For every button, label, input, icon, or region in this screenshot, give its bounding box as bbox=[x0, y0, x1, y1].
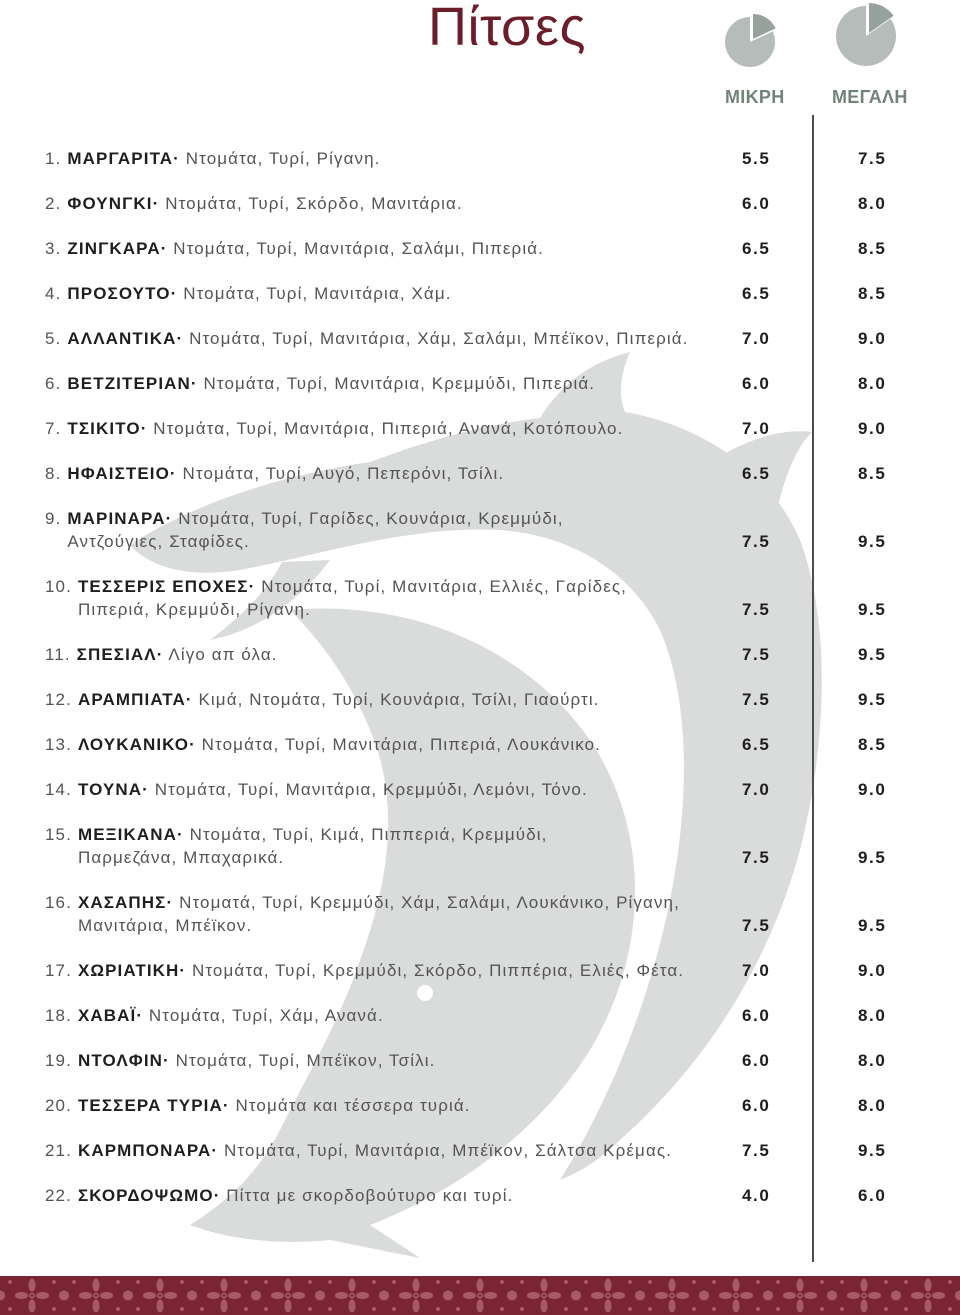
item-description: Ντομάτα, Τυρί, Μανιτάρια, Χάμ, Σαλάμι, Μπέϊκον, Πιπεριά. bbox=[189, 329, 689, 348]
item-description: Πίττα με σκορδοβούτυρο και τυρί. bbox=[226, 1186, 514, 1205]
item-text bbox=[78, 823, 548, 869]
large-pizza-icon bbox=[832, 0, 902, 72]
item-text bbox=[78, 733, 601, 756]
item-number: 5. bbox=[45, 329, 62, 348]
menu-item bbox=[45, 1004, 915, 1027]
small-price: 5.5 bbox=[742, 149, 771, 168]
item-number: 3. bbox=[45, 239, 62, 258]
menu-item bbox=[45, 1049, 915, 1072]
item-line bbox=[78, 891, 680, 914]
large-price: 8.0 bbox=[858, 1096, 887, 1115]
item-line bbox=[67, 327, 688, 350]
item-text bbox=[67, 327, 688, 350]
item-line bbox=[67, 417, 623, 440]
item-description: Ντομάτα, Τυρί, Αυγό, Πεπερόνι, Τσίλι. bbox=[182, 464, 505, 483]
item-description: Ντομάτα, Τυρί, Μανιτάρια, Χάμ. bbox=[183, 284, 452, 303]
menu-item bbox=[45, 237, 915, 260]
item-name: ΜΑΡΓΑΡΙΤΑ· bbox=[67, 149, 180, 168]
item-line bbox=[78, 914, 680, 937]
small-price: 6.0 bbox=[742, 1006, 771, 1025]
small-price: 6.0 bbox=[742, 1096, 771, 1115]
item-line bbox=[78, 959, 684, 982]
menu-item bbox=[45, 1184, 915, 1207]
large-price: 8.0 bbox=[858, 1051, 887, 1070]
item-number: 21. bbox=[45, 1141, 72, 1160]
item-line bbox=[78, 1094, 471, 1117]
item-line bbox=[78, 688, 600, 711]
item-description: Ντομάτα, Τυρί, Σκόρδο, Μανιτάρια. bbox=[165, 194, 463, 213]
item-description: Πιπεριά, Κρεμμύδι, Ρίγανη. bbox=[77, 600, 311, 619]
small-price: 6.5 bbox=[742, 464, 771, 483]
item-line bbox=[67, 282, 451, 305]
item-number: 19. bbox=[45, 1051, 72, 1070]
menu-item bbox=[45, 507, 915, 553]
item-number: 17. bbox=[45, 961, 72, 980]
small-price: 7.0 bbox=[742, 780, 771, 799]
large-price: 9.5 bbox=[858, 848, 887, 867]
item-description: Ντομάτα, Τυρί, Μανιτάρια, Μπέϊκον, Σάλτσα Κρέμας. bbox=[224, 1141, 672, 1160]
item-line bbox=[67, 530, 563, 553]
item-description: Παρμεζάνα, Μπαχαρικά. bbox=[77, 848, 285, 867]
small-price: 7.0 bbox=[742, 961, 771, 980]
small-price: 7.0 bbox=[742, 419, 771, 438]
small-price: 7.5 bbox=[742, 690, 771, 709]
item-text bbox=[78, 575, 627, 621]
item-number: 4. bbox=[45, 284, 62, 303]
item-name: ΛΟΥΚΑΝΙΚΟ· bbox=[77, 735, 196, 754]
item-line bbox=[67, 462, 504, 485]
large-price: 9.0 bbox=[858, 780, 887, 799]
menu-item bbox=[45, 823, 915, 869]
item-text bbox=[67, 237, 544, 260]
item-line bbox=[78, 778, 588, 801]
menu-item bbox=[45, 372, 915, 395]
menu-item bbox=[45, 1094, 915, 1117]
item-line bbox=[78, 1184, 513, 1207]
item-number: 15. bbox=[45, 825, 72, 844]
small-price: 7.5 bbox=[742, 532, 771, 551]
item-description: Ντοματά, Τυρί, Κρεμμύδι, Χάμ, Σαλάμι, Λουκάνικο, Ρίγανη, bbox=[179, 893, 680, 912]
item-number: 14. bbox=[45, 780, 72, 799]
item-description: Ντομάτα, Τυρί, Μπέϊκον, Τσίλι. bbox=[175, 1051, 436, 1070]
menu-item bbox=[45, 462, 915, 485]
item-description: Ντομάτα, Τυρί, Ρίγανη. bbox=[185, 149, 381, 168]
menu-item bbox=[45, 192, 915, 215]
item-description: Ντομάτα, Τυρί, Μανιτάρια, Κρεμμύδι, Λεμόνι, Τόνο. bbox=[154, 780, 588, 799]
large-price: 9.5 bbox=[858, 690, 887, 709]
item-description: Ντομάτα, Τυρί, Χάμ, Ανανά. bbox=[148, 1006, 384, 1025]
large-price: 8.0 bbox=[858, 1006, 887, 1025]
item-text bbox=[77, 643, 278, 666]
small-price: 6.0 bbox=[742, 194, 771, 213]
item-line bbox=[78, 846, 548, 869]
item-line bbox=[78, 575, 627, 598]
item-line bbox=[78, 733, 601, 756]
small-price: 6.5 bbox=[742, 239, 771, 258]
item-line bbox=[67, 237, 544, 260]
large-price: 8.5 bbox=[858, 735, 887, 754]
item-text bbox=[78, 959, 684, 982]
item-number: 22. bbox=[45, 1186, 72, 1205]
small-price: 7.0 bbox=[742, 329, 771, 348]
item-name: ΑΡΑΜΠΙΑΤΑ· bbox=[77, 690, 193, 709]
menu-item bbox=[45, 643, 915, 666]
item-line bbox=[67, 507, 563, 530]
item-description: Ντομάτα, Τυρί, Γαρίδες, Κουνάρια, Κρεμμύδι, bbox=[178, 509, 564, 528]
item-number: 1. bbox=[45, 149, 62, 168]
small-price: 6.0 bbox=[742, 374, 771, 393]
small-price: 7.5 bbox=[742, 916, 771, 935]
large-price: 9.0 bbox=[858, 419, 887, 438]
item-line bbox=[78, 598, 627, 621]
item-text bbox=[78, 1094, 471, 1117]
small-price: 6.5 bbox=[742, 735, 771, 754]
item-text bbox=[67, 147, 380, 170]
large-price: 8.5 bbox=[858, 284, 887, 303]
small-price: 6.0 bbox=[742, 1051, 771, 1070]
large-price: 6.0 bbox=[858, 1186, 887, 1205]
menu-item bbox=[45, 147, 915, 170]
border-motif-band bbox=[0, 1276, 960, 1315]
large-price: 9.0 bbox=[858, 329, 887, 348]
small-price: 7.5 bbox=[742, 848, 771, 867]
item-description: Μανιτάρια, Μπέϊκον. bbox=[77, 916, 253, 935]
large-price: 9.5 bbox=[858, 600, 887, 619]
item-name: ΚΑΡΜΠΟΝΑΡΑ· bbox=[77, 1141, 219, 1160]
menu-item bbox=[45, 575, 915, 621]
item-description: Κιμά, Ντομάτα, Τυρί, Κουνάρια, Τσίλι, Γιαούρτι. bbox=[198, 690, 600, 709]
item-text bbox=[78, 891, 680, 937]
item-text bbox=[78, 688, 600, 711]
item-line bbox=[78, 1139, 672, 1162]
item-name: ΣΚΟΡΔΟΨΩΜΟ· bbox=[77, 1186, 221, 1205]
small-price: 7.5 bbox=[742, 600, 771, 619]
small-pizza-icon bbox=[722, 12, 782, 72]
menu-item bbox=[45, 688, 915, 711]
large-price: 9.5 bbox=[858, 532, 887, 551]
item-name: ΧΑΣΑΠΗΣ· bbox=[77, 893, 174, 912]
menu-item bbox=[45, 959, 915, 982]
item-name: ΜΑΡΙΝΑΡΑ· bbox=[67, 509, 173, 528]
menu-item bbox=[45, 733, 915, 756]
item-name: ΖΙΝΓΚΑΡΑ· bbox=[67, 239, 168, 258]
item-name: ΧΑΒΑΪ· bbox=[77, 1006, 144, 1025]
item-text bbox=[78, 1139, 672, 1162]
item-name: ΗΦΑΙΣΤΕΙΟ· bbox=[67, 464, 177, 483]
item-line bbox=[78, 1004, 384, 1027]
item-name: ΧΩΡΙΑΤΙΚΗ· bbox=[77, 961, 187, 980]
large-price: 9.5 bbox=[858, 645, 887, 664]
item-number: 8. bbox=[45, 464, 62, 483]
menu-item bbox=[45, 417, 915, 440]
item-text bbox=[78, 1184, 513, 1207]
item-number: 18. bbox=[45, 1006, 72, 1025]
item-number: 6. bbox=[45, 374, 62, 393]
item-number: 12. bbox=[45, 690, 72, 709]
large-price: 8.0 bbox=[858, 194, 887, 213]
small-size-header: ΜΙΚΡΗ bbox=[725, 87, 785, 107]
item-name: ΣΠΕΣΙΑΛ· bbox=[76, 645, 164, 664]
item-description: Ντομάτα και τέσσερα τυριά. bbox=[235, 1096, 471, 1115]
item-number: 7. bbox=[45, 419, 62, 438]
item-name: ΤΣΙΚΙΤΟ· bbox=[67, 419, 148, 438]
large-price: 9.5 bbox=[858, 1141, 887, 1160]
item-description: Ντομάτα, Τυρί, Μανιτάρια, Πιπεριά, Ανανά, Κοτόπουλο. bbox=[153, 419, 624, 438]
item-line bbox=[77, 643, 278, 666]
item-text bbox=[67, 462, 504, 485]
large-price: 8.5 bbox=[858, 464, 887, 483]
item-description: Ντομάτα, Τυρί, Κρεμμύδι, Σκόρδο, Πιππέρια, Ελιές, Φέτα. bbox=[191, 961, 685, 980]
item-name: ΤΕΣΣΕΡΙΣ ΕΠΟΧΕΣ· bbox=[77, 577, 256, 596]
item-description: Λίγο απ όλα. bbox=[168, 645, 278, 664]
item-name: ΤΕΣΣΕΡΑ ΤΥΡΙΑ· bbox=[77, 1096, 230, 1115]
large-price: 8.0 bbox=[858, 374, 887, 393]
menu-item bbox=[45, 778, 915, 801]
menu-item bbox=[45, 327, 915, 350]
item-description: Αντζούγιες, Σταφίδες. bbox=[67, 532, 250, 551]
item-name: ΜΕΞΙΚΑΝΑ· bbox=[77, 825, 184, 844]
item-text bbox=[67, 417, 623, 440]
large-price: 9.5 bbox=[858, 916, 887, 935]
decorative-border bbox=[0, 1276, 960, 1315]
large-price: 9.0 bbox=[858, 961, 887, 980]
page-title: Πίτσες bbox=[428, 0, 586, 57]
menu-item bbox=[45, 1139, 915, 1162]
item-text bbox=[78, 1049, 436, 1072]
item-text bbox=[67, 372, 595, 395]
menu-item bbox=[45, 891, 915, 937]
item-description: Ντομάτα, Τυρί, Μανιτάρια, Πιπεριά, Λουκάνικο. bbox=[201, 735, 601, 754]
item-description: Ντομάτα, Τυρί, Μανιτάρια, Σαλάμι, Πιπεριά. bbox=[173, 239, 544, 258]
item-number: 16. bbox=[45, 893, 72, 912]
item-text bbox=[67, 282, 451, 305]
large-size-header: ΜΕΓΑΛΗ bbox=[832, 87, 908, 107]
item-description: Ντομάτα, Τυρί, Μανιτάρια, Ελλιές, Γαρίδες, bbox=[261, 577, 628, 596]
small-price: 7.5 bbox=[742, 1141, 771, 1160]
item-description: Ντομάτα, Τυρί, Μανιτάρια, Κρεμμύδι, Πιπεριά. bbox=[203, 374, 596, 393]
item-name: ΑΛΛΑΝΤΙΚΑ· bbox=[67, 329, 184, 348]
item-line bbox=[67, 372, 595, 395]
item-number: 9. bbox=[45, 509, 62, 528]
item-name: ΦΟΥΝΓΚΙ· bbox=[67, 194, 160, 213]
item-name: ΝΤΟΛΦΙΝ· bbox=[77, 1051, 170, 1070]
item-number: 10. bbox=[45, 577, 72, 596]
pizza-menu-list bbox=[45, 147, 915, 1229]
item-name: ΒΕΤΖΙΤΕΡΙΑΝ· bbox=[67, 374, 198, 393]
small-price: 4.0 bbox=[742, 1186, 771, 1205]
large-price: 8.5 bbox=[858, 239, 887, 258]
item-text bbox=[78, 1004, 384, 1027]
item-number: 20. bbox=[45, 1096, 72, 1115]
large-price: 7.5 bbox=[858, 149, 887, 168]
item-name: ΠΡΟΣΟΥΤΟ· bbox=[67, 284, 178, 303]
item-text bbox=[78, 778, 588, 801]
item-number: 13. bbox=[45, 735, 72, 754]
small-price: 6.5 bbox=[742, 284, 771, 303]
item-text bbox=[67, 192, 462, 215]
item-description: Ντομάτα, Τυρί, Κιμά, Πιππεριά, Κρεμμύδι, bbox=[189, 825, 548, 844]
item-line bbox=[78, 823, 548, 846]
item-name: ΤΟΥΝΑ· bbox=[77, 780, 149, 799]
menu-item bbox=[45, 282, 915, 305]
small-price: 7.5 bbox=[742, 645, 771, 664]
item-number: 2. bbox=[45, 194, 62, 213]
item-text bbox=[67, 507, 563, 553]
item-line bbox=[78, 1049, 436, 1072]
item-line bbox=[67, 147, 380, 170]
item-line bbox=[67, 192, 462, 215]
item-number: 11. bbox=[45, 645, 71, 664]
